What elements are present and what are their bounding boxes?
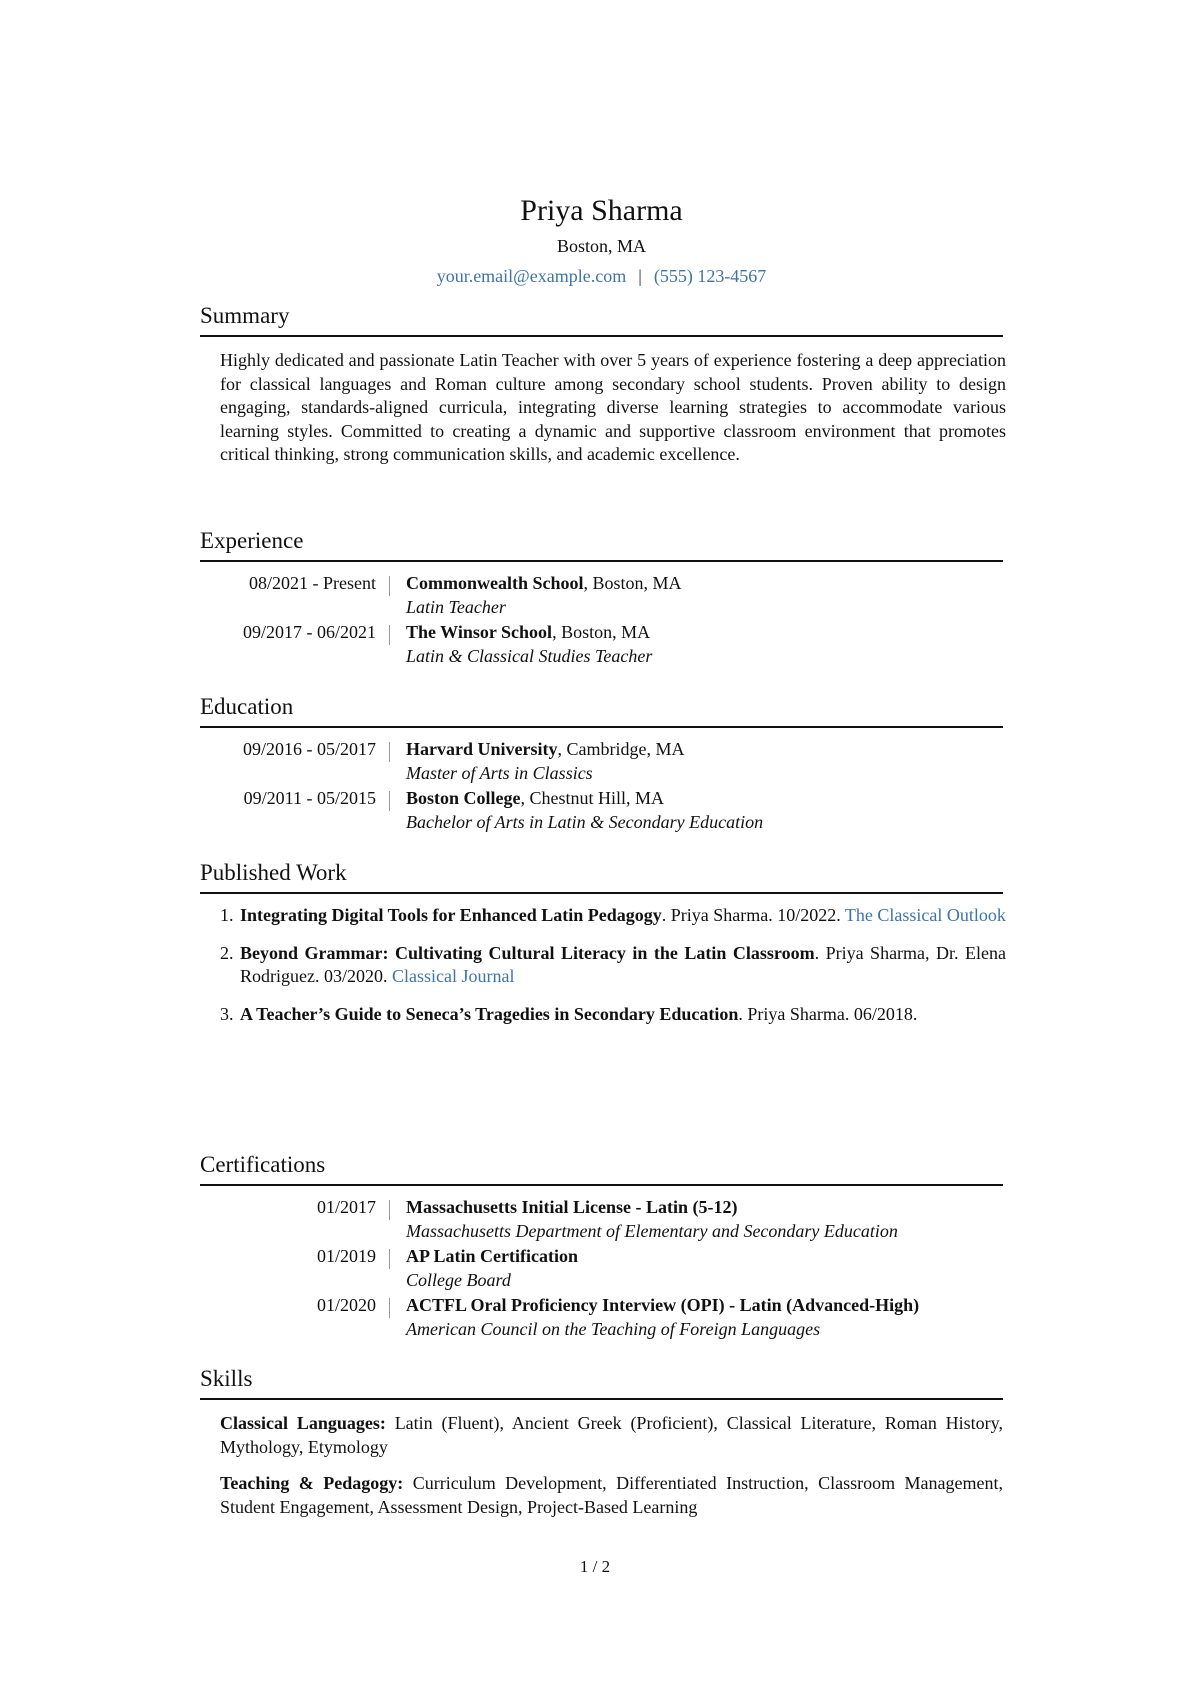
publication-item xyxy=(220,904,1006,928)
publication-number: 2. xyxy=(220,942,234,963)
entry-organization: Commonwealth School xyxy=(406,573,584,593)
summary-section xyxy=(200,302,1006,467)
publication-details: . Priya Sharma, Dr. Elena Rodriguez. 03/2020. xyxy=(240,942,1006,986)
certifications-section xyxy=(200,1151,1003,1343)
certification-issuer: Massachusetts Department of Elementary and Secondary Education xyxy=(406,1220,898,1241)
published-section xyxy=(200,859,1006,1040)
certification-name: Massachusetts Initial License - Latin (5-12) xyxy=(406,1197,738,1217)
publication-title: Integrating Digital Tools for Enhanced Latin Pedagogy xyxy=(240,905,662,925)
entry-role: Latin & Classical Studies Teacher xyxy=(406,645,653,666)
publication-number: 1. xyxy=(220,905,234,925)
certification-issuer: College Board xyxy=(406,1269,511,1290)
skill-group-label: Classical Languages: xyxy=(220,1413,386,1433)
entry-date: 09/2011 - 05/2015 xyxy=(200,787,390,834)
skill-group-label: Teaching & Pedagogy: xyxy=(220,1473,404,1493)
person-name: Priya Sharma xyxy=(520,194,683,227)
section-title-education: Education xyxy=(200,693,1003,728)
experience-entry xyxy=(200,572,1003,619)
publication-title: Beyond Grammar: Cultivating Cultural Literacy in the Latin Classroom xyxy=(240,942,815,963)
entry-location: , Chestnut Hill, MA xyxy=(520,788,665,808)
skill-group-list: Latin (Fluent), Ancient Greek (Proficient), Classical Literature, Roman History, Mythology, Etymology xyxy=(220,1413,1003,1457)
entry-date: 09/2016 - 05/2017 xyxy=(200,738,390,785)
entry-date: 08/2021 - Present xyxy=(200,572,390,619)
entry-date: 01/2017 xyxy=(200,1196,390,1243)
experience-section xyxy=(200,527,1003,670)
skill-group-list: Curriculum Development, Differentiated Instruction, Classroom Management, Student Engagement, Assessment Design, Project-Based Learning xyxy=(220,1473,1003,1517)
entry-location: , Boston, MA xyxy=(552,622,651,642)
education-entry xyxy=(200,787,1003,834)
location: Boston, MA xyxy=(556,236,646,256)
certification-name: ACTFL Oral Proficiency Interview (OPI) - Latin (Advanced-High) xyxy=(406,1295,920,1315)
section-title-summary: Summary xyxy=(200,302,1003,337)
section-title-published: Published Work xyxy=(200,859,1003,894)
entry-organization: The Winsor School xyxy=(406,622,553,642)
email-link[interactable]: your.email@example.com xyxy=(436,266,627,286)
publication-venue-link[interactable]: The Classical Outlook xyxy=(844,905,1006,925)
contact-separator: | xyxy=(638,266,642,286)
publication-number: 3. xyxy=(220,1003,234,1024)
page-number: 1 / 2 xyxy=(579,1557,611,1576)
publication-title: A Teacher’s Guide to Seneca’s Tragedies in Secondary Education xyxy=(240,1003,739,1024)
publication-details: . Priya Sharma. 10/2022. xyxy=(661,905,845,925)
entry-date: 01/2020 xyxy=(200,1294,390,1341)
certification-issuer: American Council on the Teaching of Foreign Languages xyxy=(406,1318,821,1339)
certification-entry xyxy=(200,1294,1003,1341)
certification-entry xyxy=(200,1196,1003,1243)
entry-location: , Boston, MA xyxy=(583,573,682,593)
section-title-certifications: Certifications xyxy=(200,1151,1003,1186)
skill-group xyxy=(220,1472,1003,1519)
skill-group xyxy=(220,1412,1003,1459)
summary-text: Highly dedicated and passionate Latin Teacher with over 5 years of experience fostering a deep appreciation for classical languages and Roman culture among secondary school students. Proven ability to design engaging, standards-aligned curricula, integrating diverse learning strategies to accommodate various learning styles. Committed to creating a dynamic and supportive classroom environment that promotes critical thinking, strong communication skills, and academic excellence. xyxy=(220,350,1006,464)
entry-degree: Master of Arts in Classics xyxy=(406,762,593,783)
entry-organization: Boston College xyxy=(406,788,521,808)
publication-details: . Priya Sharma. 06/2018. xyxy=(738,1003,918,1024)
publication-item xyxy=(220,942,1006,989)
section-title-experience: Experience xyxy=(200,527,1003,562)
publication-venue-link[interactable]: Classical Journal xyxy=(391,966,515,986)
resume-header xyxy=(200,192,1003,288)
contact-line xyxy=(200,264,1003,288)
entry-degree: Bachelor of Arts in Latin & Secondary Education xyxy=(406,811,764,832)
entry-location: , Cambridge, MA xyxy=(557,739,685,759)
certification-name: AP Latin Certification xyxy=(406,1246,578,1266)
section-title-skills: Skills xyxy=(200,1365,1003,1400)
entry-role: Latin Teacher xyxy=(406,596,506,617)
entry-date: 01/2019 xyxy=(200,1245,390,1292)
skills-section xyxy=(200,1365,1003,1532)
phone-link[interactable]: (555) 123-4567 xyxy=(653,266,767,286)
experience-entry xyxy=(200,621,1003,668)
certification-entry xyxy=(200,1245,1003,1292)
publication-item xyxy=(220,1003,1006,1027)
entry-organization: Harvard University xyxy=(406,739,558,759)
entry-date: 09/2017 - 06/2021 xyxy=(200,621,390,668)
education-section xyxy=(200,693,1003,836)
education-entry xyxy=(200,738,1003,785)
